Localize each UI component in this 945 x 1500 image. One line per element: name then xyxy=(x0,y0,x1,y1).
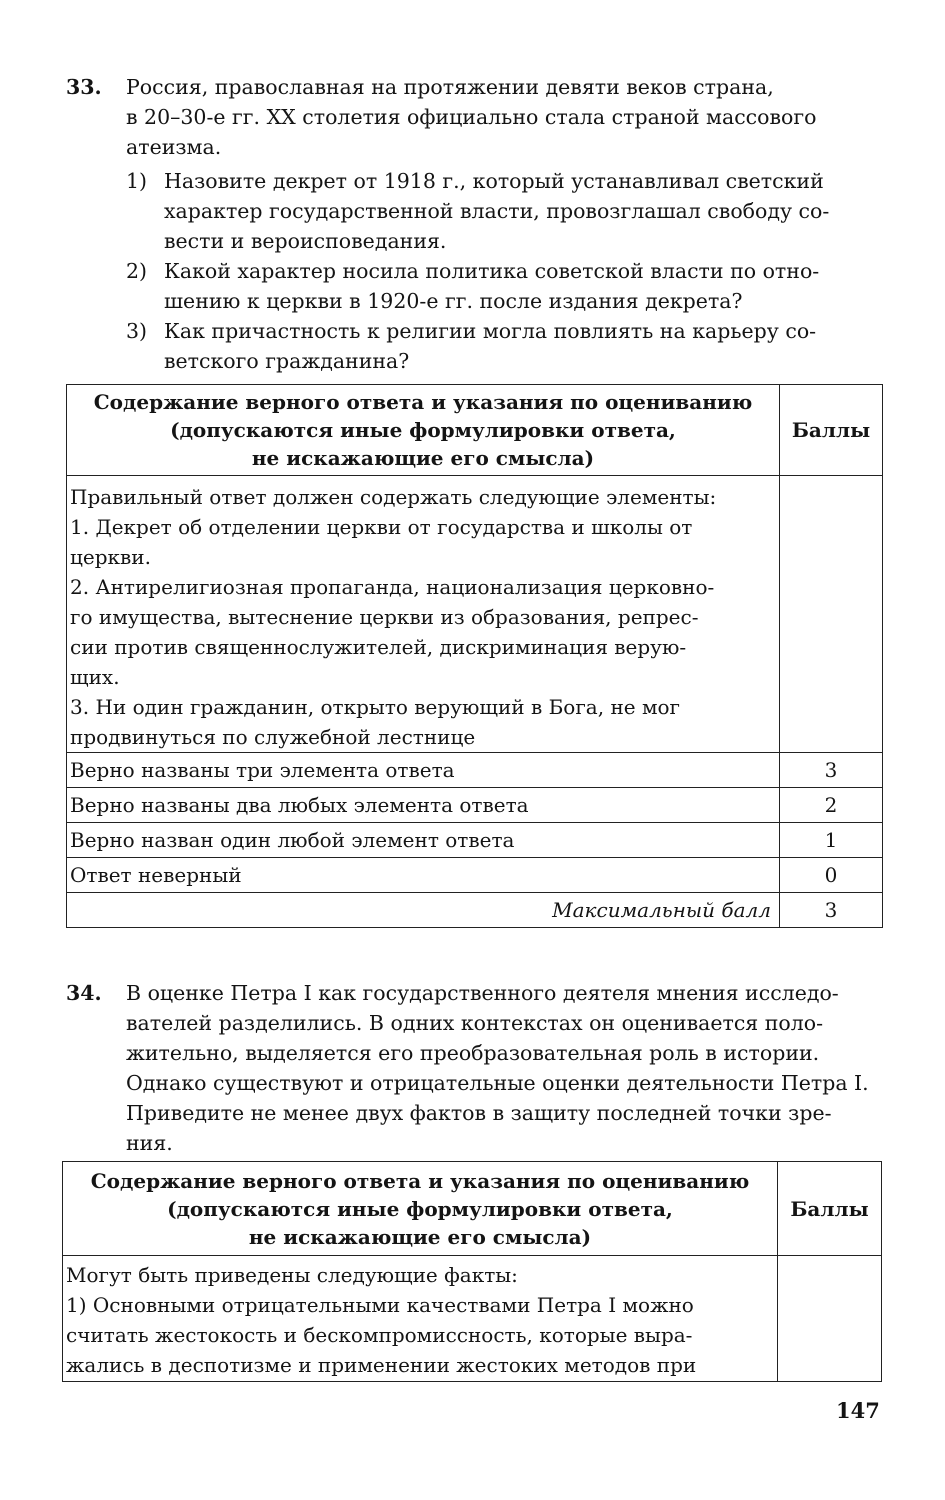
question-number: 34. xyxy=(66,981,102,1005)
page-number: 147 xyxy=(836,1398,880,1423)
text-line: ветского гражданина? xyxy=(164,349,410,373)
subquestion-number: 2) xyxy=(126,259,148,283)
table-row xyxy=(67,823,883,858)
criterion-points: 1 xyxy=(780,823,883,858)
table-row xyxy=(67,858,883,893)
content-header: Содержание верного ответа и указания по оцениванию (допускаются иные формулировки ответа, не искажающие его смысла) xyxy=(63,1162,778,1256)
answer-content: Правильный ответ должен содержать следующие элементы: 1. Декрет об отделении церкви от государства и школы от церкви. 2. Антирелигиозная пропаганда, национализация церковно- го имущества, вытеснение церкви из образования, репрес- сии против священнослужителей, дискриминация верую- щих. 3. Ни один гражданин, открыто верующий в Бога, не мог продвинуться по служебной лестнице xyxy=(67,476,780,753)
subquestion-number: 1) xyxy=(126,169,148,193)
subquestion-3 xyxy=(126,316,886,376)
question-text xyxy=(126,978,886,1158)
subquestion-number: 3) xyxy=(126,319,148,343)
text-line: жительно, выделяется его преобразовательная роль в истории. xyxy=(126,1041,820,1065)
table-header-row xyxy=(63,1162,882,1256)
criterion-points: 0 xyxy=(780,858,883,893)
text-line: шению к церкви в 1920-е гг. после издания декрета? xyxy=(164,289,743,313)
max-score-points: 3 xyxy=(780,893,883,928)
answer-content-row xyxy=(67,476,883,753)
content-header: Содержание верного ответа и указания по оцениванию (допускаются иные формулировки ответа, не искажающие его смысла) xyxy=(67,385,780,476)
text-line: ния. xyxy=(126,1131,173,1155)
max-score-row xyxy=(67,893,883,928)
answer-content-row xyxy=(63,1256,882,1382)
subquestion-2 xyxy=(126,256,886,316)
question-34 xyxy=(66,978,886,1158)
text-line: Россия, православная на протяжении девяти веков страна, xyxy=(126,75,774,99)
text-line: характер государственной власти, провозглашал свободу со- xyxy=(164,199,830,223)
subquestion-1 xyxy=(126,166,886,256)
max-score-label: Максимальный балл xyxy=(67,893,780,928)
text-line: в 20–30-е гг. XX столетия официально стала страной массового xyxy=(126,105,817,129)
text-line: Как причастность к религии могла повлиять на карьеру со- xyxy=(164,319,817,343)
text-line: Назовите декрет от 1918 г., который устанавливал светский xyxy=(164,169,824,193)
question-33 xyxy=(66,72,886,376)
text-line: атеизма. xyxy=(126,135,222,159)
criterion-text: Верно назван один любой элемент ответа xyxy=(67,823,780,858)
criterion-text: Верно названы три элемента ответа xyxy=(67,753,780,788)
question-text xyxy=(126,72,886,162)
answer-content: Могут быть приведены следующие факты: 1) Основными отрицательными качествами Петра I можно считать жестокость и бескомпромиссность, которые выра- жались в деспотизме и применении жестоких методов при xyxy=(63,1256,778,1382)
points-header: Баллы xyxy=(778,1162,882,1256)
question-number: 33. xyxy=(66,75,102,99)
criterion-text: Ответ неверный xyxy=(67,858,780,893)
text-line: В оценке Петра I как государственного деятеля мнения исследо- xyxy=(126,981,839,1005)
criterion-points: 2 xyxy=(780,788,883,823)
table-row xyxy=(67,753,883,788)
table-row xyxy=(67,788,883,823)
criterion-text: Верно названы два любых элемента ответа xyxy=(67,788,780,823)
text-line: Какой характер носила политика советской власти по отно- xyxy=(164,259,820,283)
criterion-points: 3 xyxy=(780,753,883,788)
text-line: вателей разделились. В одних контекстах он оценивается поло- xyxy=(126,1011,824,1035)
points-header: Баллы xyxy=(780,385,883,476)
grading-table-33 xyxy=(66,384,883,928)
text-line: Однако существуют и отрицательные оценки деятельности Петра I. xyxy=(126,1071,869,1095)
answer-points-empty xyxy=(778,1256,882,1382)
grading-table-34 xyxy=(62,1161,882,1382)
text-line: Приведите не менее двух фактов в защиту последней точки зре- xyxy=(126,1101,832,1125)
table-header-row xyxy=(67,385,883,476)
text-line: вести и вероисповедания. xyxy=(164,229,447,253)
answer-points-empty xyxy=(780,476,883,753)
